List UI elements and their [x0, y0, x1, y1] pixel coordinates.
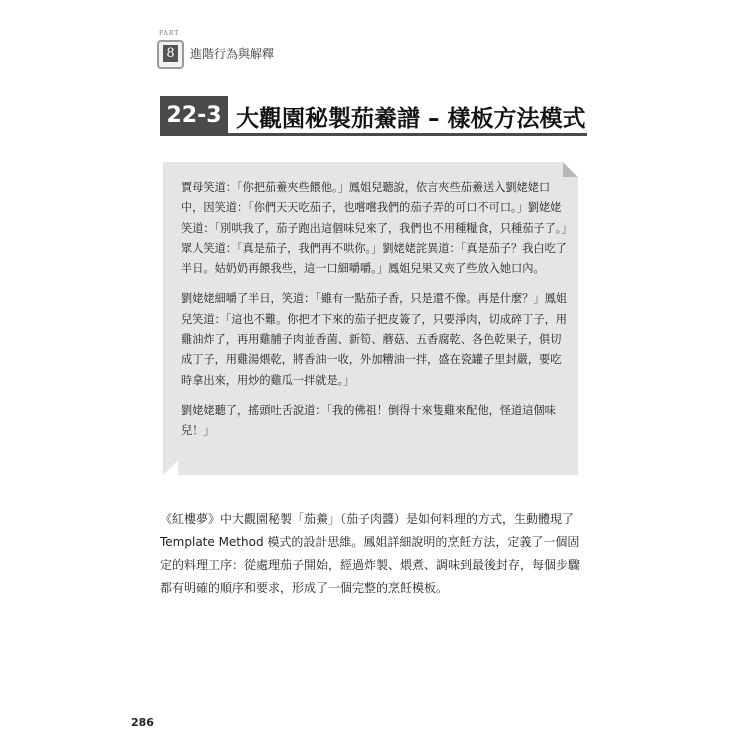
part-label: PART — [159, 30, 180, 37]
page-number: 286 — [131, 716, 154, 729]
quote-paragraph: 劉姥姥細嚼了半日，笑道：「雖有一點茄子香，只是還不像。再是什麼？」鳳姐兒笑道：「這也不難。你把才下來的茄子把皮簽了，只要淨肉，切成碎丁子，用雞油炸了，再用雞脯子肉並香菌、新筍、蘑菇、五香腐乾、各色乾果子，俱切成丁子，用雞湯煨乾，將香油一收，外加糟油一拌，盛在瓷罐子里封嚴，要吃時拿出來，用炒的雞瓜一拌就是。」 — [181, 292, 567, 387]
section-rule — [160, 133, 587, 136]
section-number: 22-3 — [166, 103, 222, 128]
quote-paragraph: 劉姥姥聽了，搖頭吐舌說道：「我的佛祖！倒得十來隻雞來配他，怪道這個味兒！」 — [181, 403, 556, 438]
body-paragraph: 《紅樓夢》中大觀園秘製「茄鯗」（茄子肉醬）是如何料理的方式，生動體現了 Template Method 模式的設計思維。鳳姐詳細說明的烹飪方法，定義了一個固定的料理工序：從處理茄子開始，經過炸製、煨煮、調味到最後封存，每個步驟都有明確的順序和要求，形成了一個完整的烹飪模板。 — [160, 512, 581, 595]
part-title: 進階行為與解釋 — [190, 47, 275, 61]
quote-paragraph: 賈母笑道：「你把茄鯗夾些餵他。」鳳姐兒聽說，依言夾些茄鯗送入劉姥姥口中，因笑道：「你們天天吃茄子，也嚐嚐我們的茄子弄的可口不可口。」劉姥姥笑道：「別哄我了，茄子跑出這個味兒來了，我們也不用種糧食，只種茄子了。」眾人笑道：「真是茄子，我們再不哄你。」劉姥姥詫異道：「真是茄子？我白吃了半日。姑奶奶再餵我些，這一口細嚼嚼。」鳳姐兒果又夾了些放入她口內。 — [181, 181, 567, 276]
quote-fold-bottom — [163, 460, 178, 475]
quote-fold-top — [563, 162, 578, 177]
section-title: 大觀園秘製茄鯗譜 – 樣板方法模式 — [236, 106, 586, 132]
quote-text — [181, 178, 571, 452]
part-number: 8 — [163, 45, 178, 62]
